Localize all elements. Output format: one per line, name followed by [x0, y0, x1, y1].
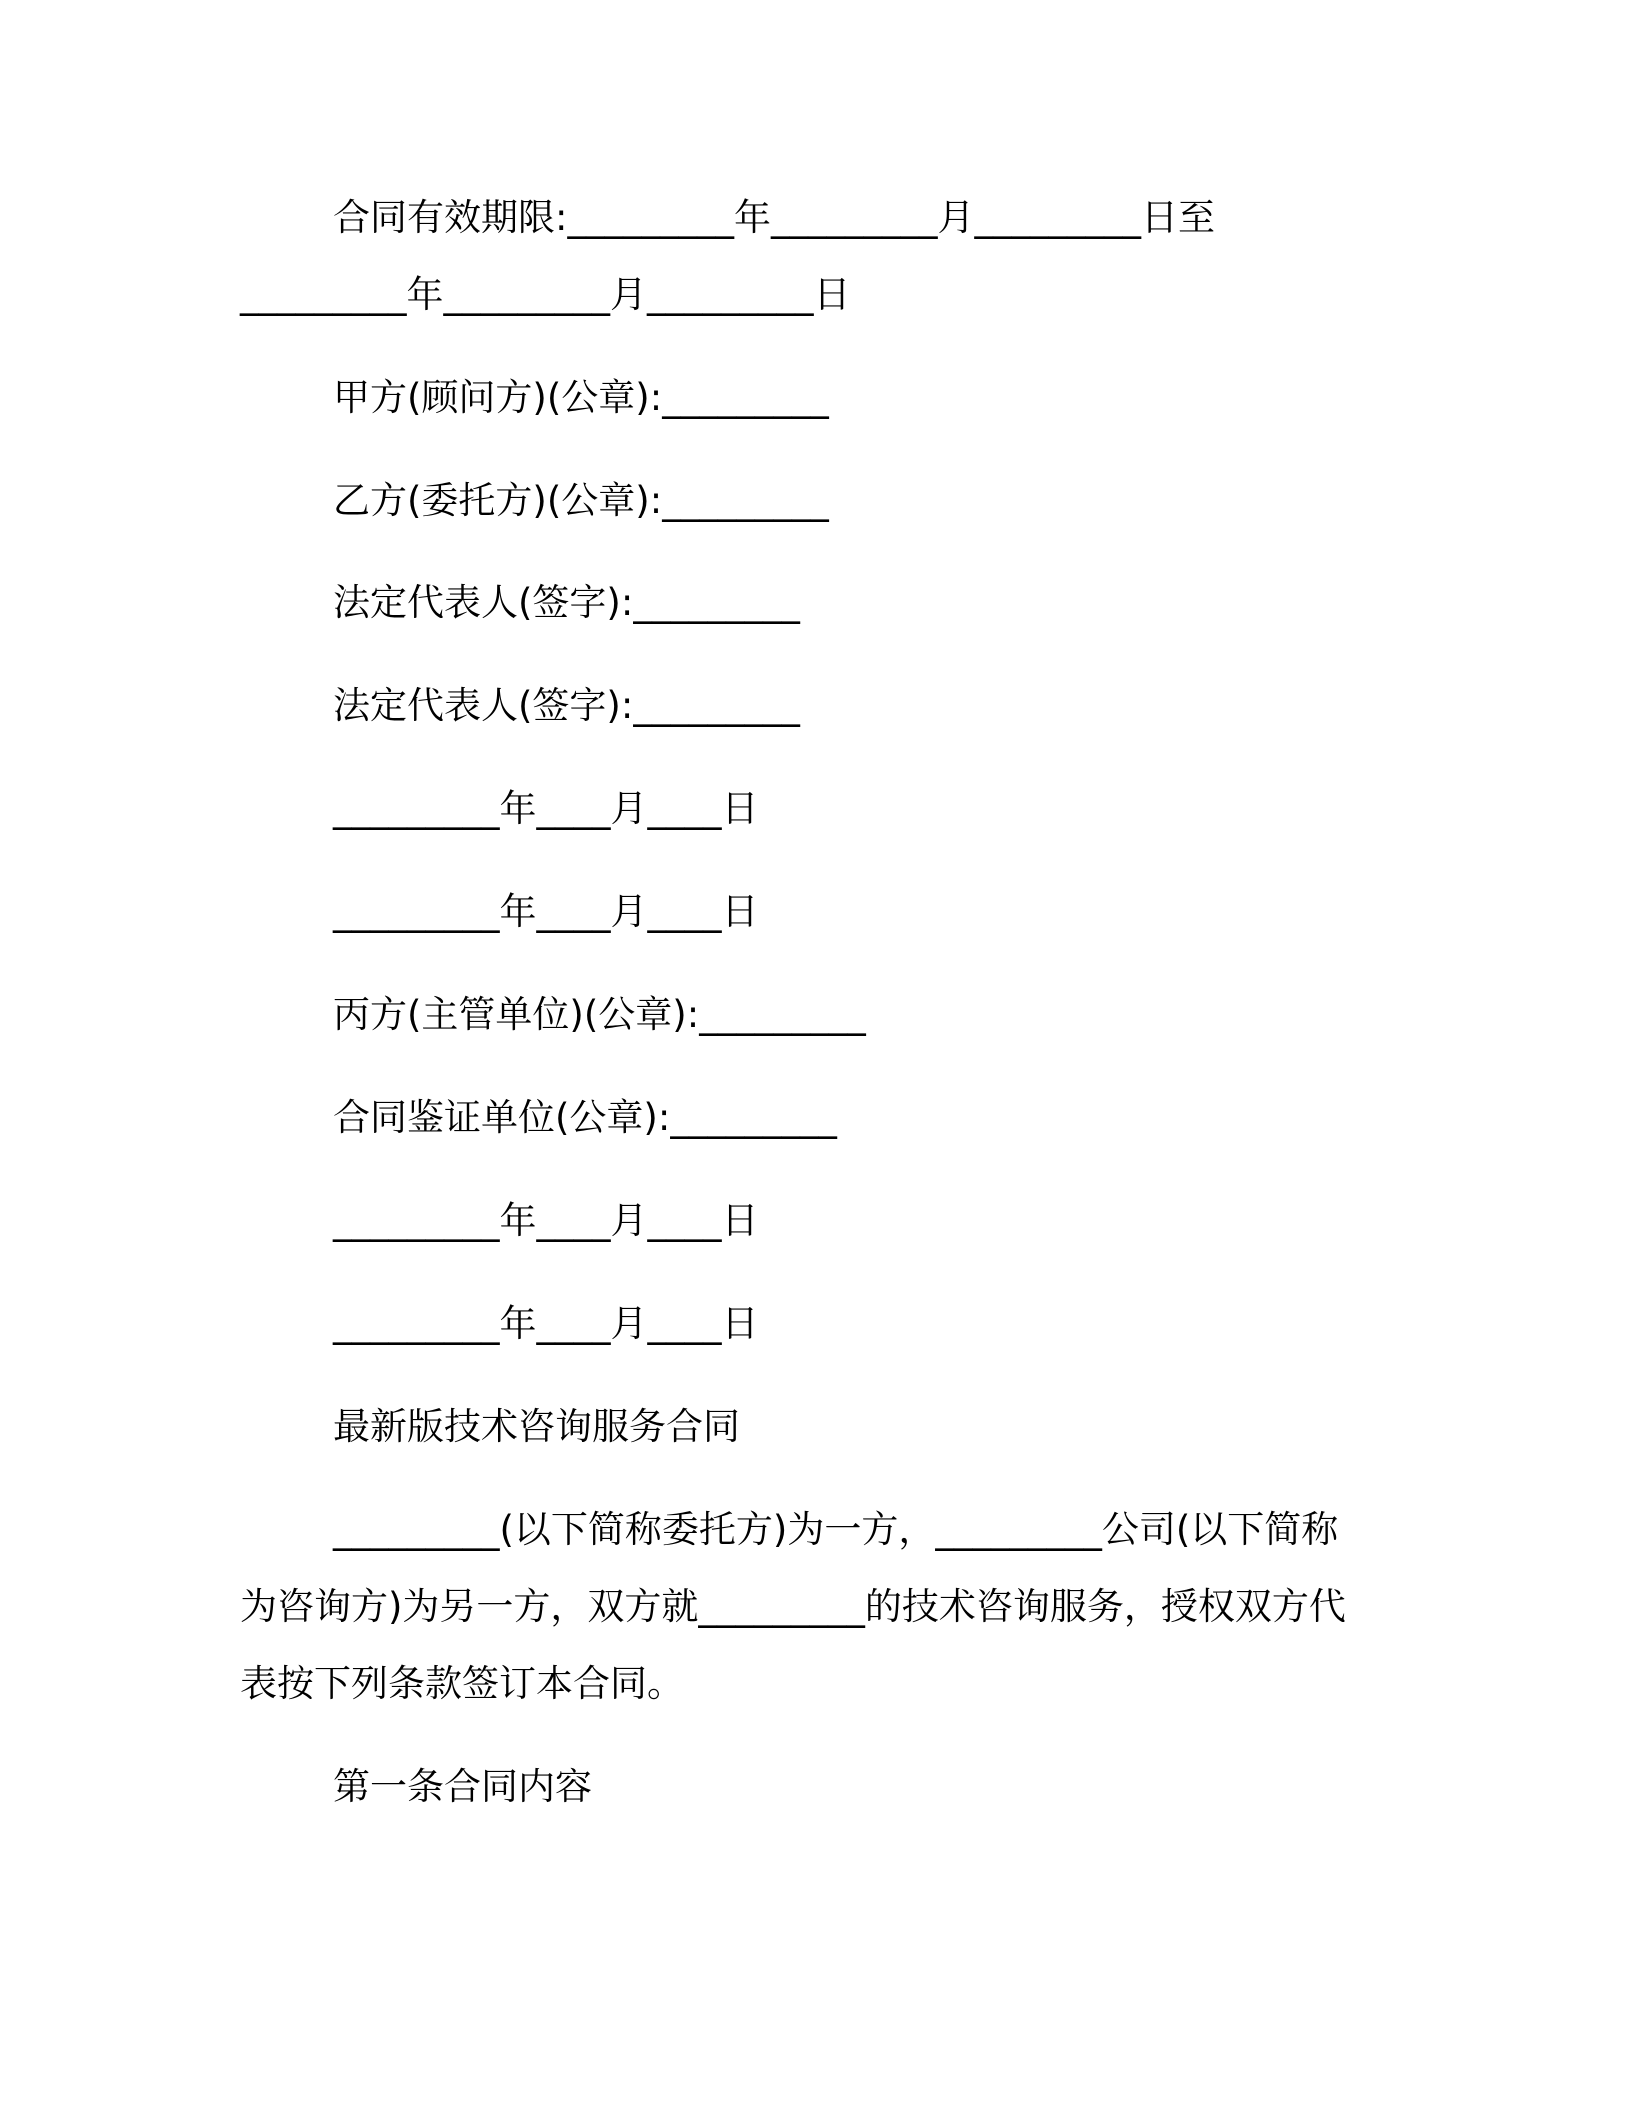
party-c-seal: 丙方(主管单位)(公章):_________ [333, 993, 866, 1036]
contract-validity-line-1: 合同有效期限:_________年_________月_________日至 [333, 196, 1215, 239]
contract-verification-seal: 合同鉴证单位(公章):_________ [333, 1096, 837, 1139]
contract-validity-line-2: _________年_________月_________日 [240, 273, 851, 316]
date-line-1: _________年____月____日 [333, 787, 759, 830]
legal-representative-signature-1: 法定代表人(签字):_________ [333, 581, 800, 624]
preamble-line-3: 表按下列条款签订本合同。 [240, 1662, 684, 1705]
party-a-seal: 甲方(顾问方)(公章):_________ [333, 376, 829, 419]
date-line-2: _________年____月____日 [333, 890, 759, 933]
preamble-line-2: 为咨询方)为另一方，双方就_________的技术咨询服务，授权双方代 [240, 1585, 1346, 1628]
date-line-4: _________年____月____日 [333, 1302, 759, 1345]
date-line-3: _________年____月____日 [333, 1199, 759, 1242]
legal-representative-signature-2: 法定代表人(签字):_________ [333, 684, 800, 727]
contract-title: 最新版技术咨询服务合同 [333, 1405, 740, 1448]
preamble-line-1: _________(以下简称委托方)为一方，_________公司(以下简称 [333, 1508, 1339, 1551]
party-b-seal: 乙方(委托方)(公章):_________ [333, 479, 829, 522]
article-one-heading: 第一条合同内容 [333, 1765, 592, 1808]
